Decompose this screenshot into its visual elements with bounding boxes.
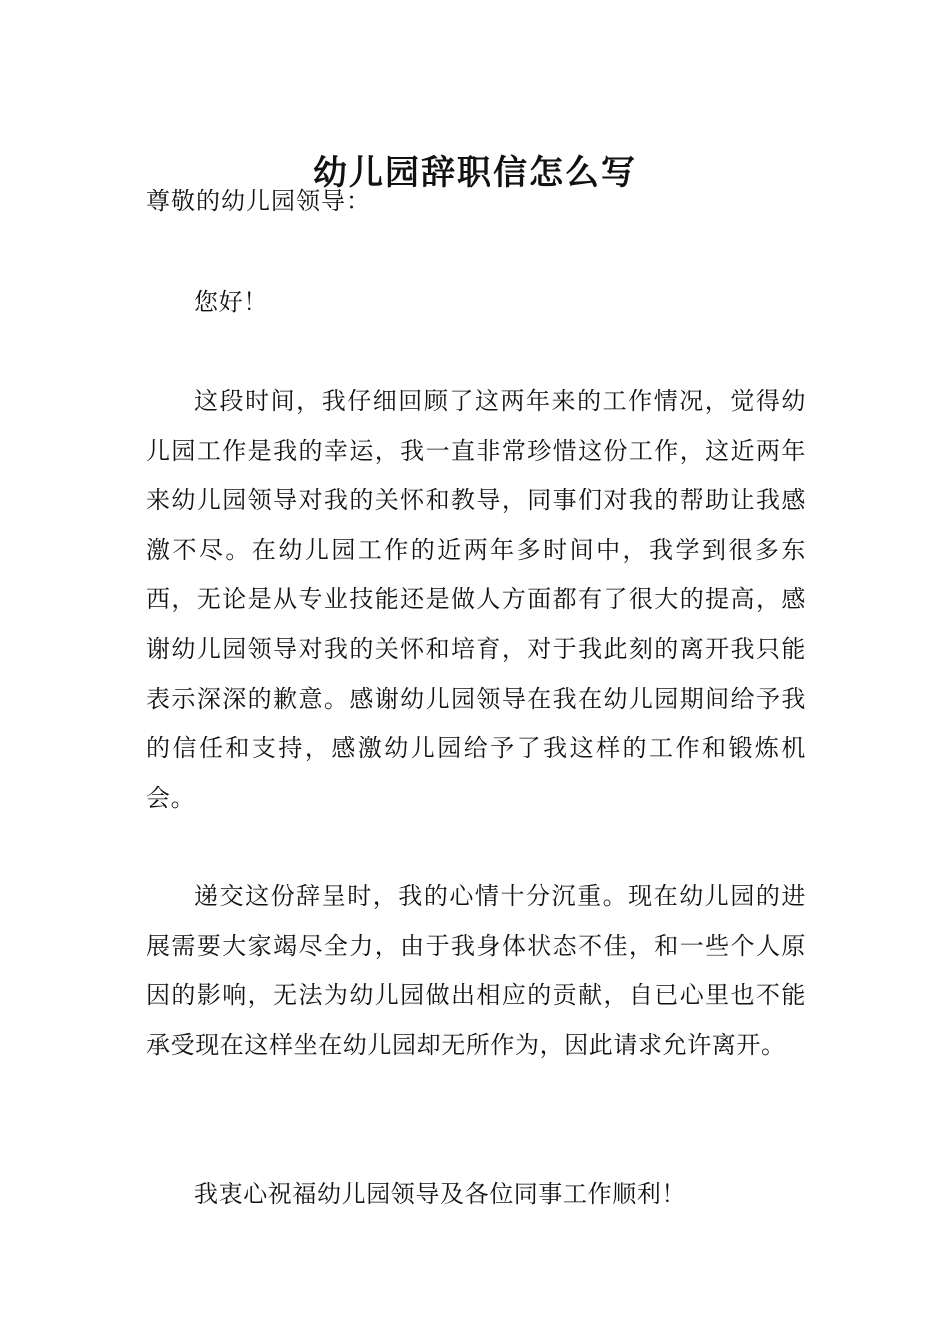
body-paragraph-reflection: 这段时间，我仔细回顾了这两年来的工作情况，觉得幼儿园工作是我的幸运，我一直非常珍惜这份工作，这近两年来幼儿园领导对我的关怀和教导，同事们对我的帮助让我感激不尽。在幼儿园工作的近两年多时间中，我学到很多东西，无论是从专业技能还是做人方面都有了很大的提高，感谢幼儿园领导对我的关怀和培育，对于我此刻的离开我只能表示深深的歉意。感谢幼儿园领导在我在幼儿园期间给予我的信任和支持，感激幼儿园给予了我这样的工作和锻炼机会。 <box>146 387 806 812</box>
body-paragraph-reason: 递交这份辞呈时，我的心情十分沉重。现在幼儿园的进展需要大家竭尽全力，由于我身体状态不佳，和一些个人原因的影响，无法为幼儿园做出相应的贡献，自已心里也不能承受现在这样坐在幼儿园却无所作为，因此请求允许离开。 <box>146 882 806 1059</box>
salutation: 尊敬的幼儿园领导： <box>146 187 371 215</box>
greeting-paragraph: 您好！ <box>194 288 268 316</box>
closing-wishes-paragraph: 我衷心祝福幼儿园领导及各位同事工作顺利！ <box>194 1180 686 1208</box>
document-title: 幼儿园辞职信怎么写 <box>313 152 637 193</box>
